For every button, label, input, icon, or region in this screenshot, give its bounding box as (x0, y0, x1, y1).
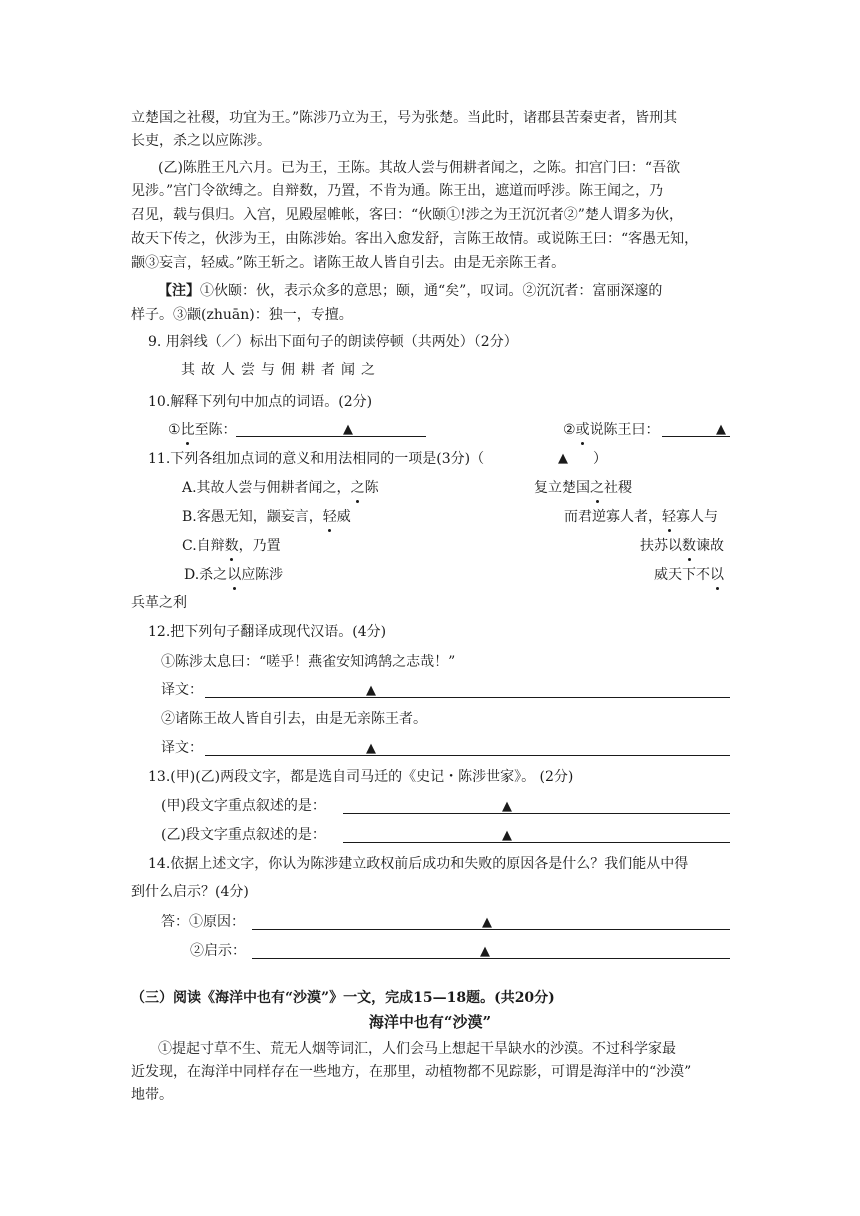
marker-triangle: ▲ (502, 828, 512, 843)
marker-triangle: ▲ (480, 944, 490, 959)
q10-item-2: ②或说陈王曰： (563, 419, 660, 441)
note-text: ①伙颐：伙，表示众多的意思；颐，通“矣”，叹词。②沉沉者：富丽深邃的 (200, 283, 663, 299)
q13-part-a: (甲)段文字重点叙述的是： (161, 798, 326, 814)
question-14: 14.依据上述文字，你认为陈涉建立政权前后成功和失败的原因各是什么？我们能从中得 (148, 856, 689, 872)
passage-b-line: 故天下传之，伙涉为王，由陈涉始。客出入愈发舒，言陈王故情。或说陈王曰：“客愚无知， (131, 231, 699, 247)
marker-triangle: ▲ (502, 799, 512, 814)
note-line: 样子。③颛(zhuān)：独一，专擅。 (131, 307, 353, 323)
note-line (158, 280, 662, 302)
q12-translation-label: 译文： (161, 740, 203, 756)
marker-triangle: ▲ (366, 683, 376, 698)
q11-option-c-left: C.自辩数，乃置 (182, 535, 281, 557)
article-title: 海洋中也有“沙漠” (368, 1013, 492, 1031)
q12-sentence-2: ②诸陈王故人皆自引去，由是无亲陈王者。 (161, 711, 427, 727)
answer-blank[interactable] (236, 436, 426, 437)
article-paragraph: 地带。 (131, 1087, 173, 1103)
q11-close-paren: ） (593, 451, 607, 467)
dotted-word: 之 (590, 477, 604, 499)
answer-blank[interactable] (343, 842, 730, 843)
answer-blank[interactable] (252, 958, 730, 959)
dotted-word: 之 (351, 477, 365, 499)
dotted-word: 以 (227, 564, 241, 586)
dotted-word: 或 (576, 419, 590, 441)
dotted-word: 比 (181, 419, 195, 441)
question-10: 10.解释下列句中加点的词语。(2分) (148, 394, 373, 410)
question-9: 9. 用斜线（／）标出下面句子的朗读停顿（共两处）（2分） (148, 334, 518, 350)
article-paragraph: 近发现，在海洋中同样存在一些地方，在那里，动植物都不见踪影，可谓是海洋中的“沙漠” (131, 1064, 692, 1080)
answer-blank[interactable] (205, 755, 730, 756)
q13-part-b: (乙)段文字重点叙述的是： (161, 827, 326, 843)
q9-sentence: 其故人尝与佣耕者闻之 (181, 362, 381, 378)
question-11: 11.下列各组加点词的意义和用法相同的一项是(3分)（ (148, 451, 485, 467)
q11-option-d-wrap: 兵革之利 (131, 595, 187, 611)
note-label: 【注】 (158, 283, 200, 299)
q12-sentence-1: ①陈涉太息曰：“嗟乎！燕雀安知鸿鹄之志哉！” (161, 654, 456, 670)
marker-triangle: ▲ (482, 915, 492, 930)
q11-option-d-right: 威天下不以 (654, 564, 724, 586)
q11-option-c-right: 扶苏以数谏故 (640, 535, 724, 557)
dotted-word: 数 (682, 535, 696, 557)
marker-triangle: ▲ (366, 741, 376, 756)
passage-a-line: 长吏，杀之以应陈涉。 (131, 133, 271, 149)
q11-option-b-left: B.客愚无知，颛妄言，轻威 (182, 506, 351, 528)
dotted-word: 轻 (323, 506, 337, 528)
q11-option-b-right: 而君逆寡人者，轻寡人与 (564, 506, 718, 528)
q10-item-1: ①比至陈： (168, 419, 237, 441)
q11-option-d-left: D.杀之以应陈涉 (184, 564, 283, 586)
dotted-word: 轻 (662, 506, 676, 528)
dotted-word: 数 (225, 535, 239, 557)
question-12: 12.把下列句子翻译成现代汉语。(4分) (148, 624, 387, 640)
passage-b-line: 颛③妄言，轻威。”陈王斩之。诸陈王故人皆自引去。由是无亲陈王者。 (131, 255, 566, 271)
question-13: 13.(甲)(乙)两段文字，都是选自司马迁的《史记・陈涉世家》。 (2分) (148, 769, 574, 785)
q11-option-a-left: A.其故人尝与佣耕者闻之，之陈 (182, 477, 379, 499)
passage-b-line: 召见，载与俱归。入宫，见殿屋帷帐，客曰：“伙颐①!涉之为王沉沉者②”楚人谓多为伙， (131, 207, 683, 223)
q11-option-a-right: 复立楚国之社稷 (534, 477, 632, 499)
q14-answer-insight: ②启示： (190, 943, 246, 959)
marker-triangle: ▲ (558, 451, 568, 466)
question-14-wrap: 到什么启示？(4分) (131, 884, 249, 900)
marker-triangle: ▲ (716, 422, 726, 437)
passage-b-line: (乙)陈胜王凡六月。已为王，王陈。其故人尝与佣耕者闻之，之陈。扣宫门曰：“吾欲 (158, 160, 681, 176)
q12-translation-label: 译文： (161, 682, 203, 698)
passage-b-line: 见涉。”宫门令欲缚之。自辩数，乃置，不肯为通。陈王出，遮道而呼涉。陈王闻之，乃 (131, 183, 664, 199)
q14-answer-reason: 答：①原因： (161, 914, 245, 930)
answer-blank[interactable] (205, 697, 730, 698)
passage-a-line: 立楚国之社稷，功宜为王。”陈涉乃立为王，号为张楚。当此时，诸郡县苦秦吏者，皆刑其 (131, 110, 678, 126)
section-3-heading: （三）阅读《海洋中也有“沙漠”》一文，完成15—18题。(共20分) (131, 990, 555, 1006)
article-paragraph: ①提起寸草不生、荒无人烟等词汇，人们会马上想起干旱缺水的沙漠。不过科学家最 (158, 1041, 676, 1057)
answer-blank[interactable] (343, 813, 730, 814)
marker-triangle: ▲ (343, 422, 353, 437)
dotted-word: 以 (710, 564, 724, 586)
